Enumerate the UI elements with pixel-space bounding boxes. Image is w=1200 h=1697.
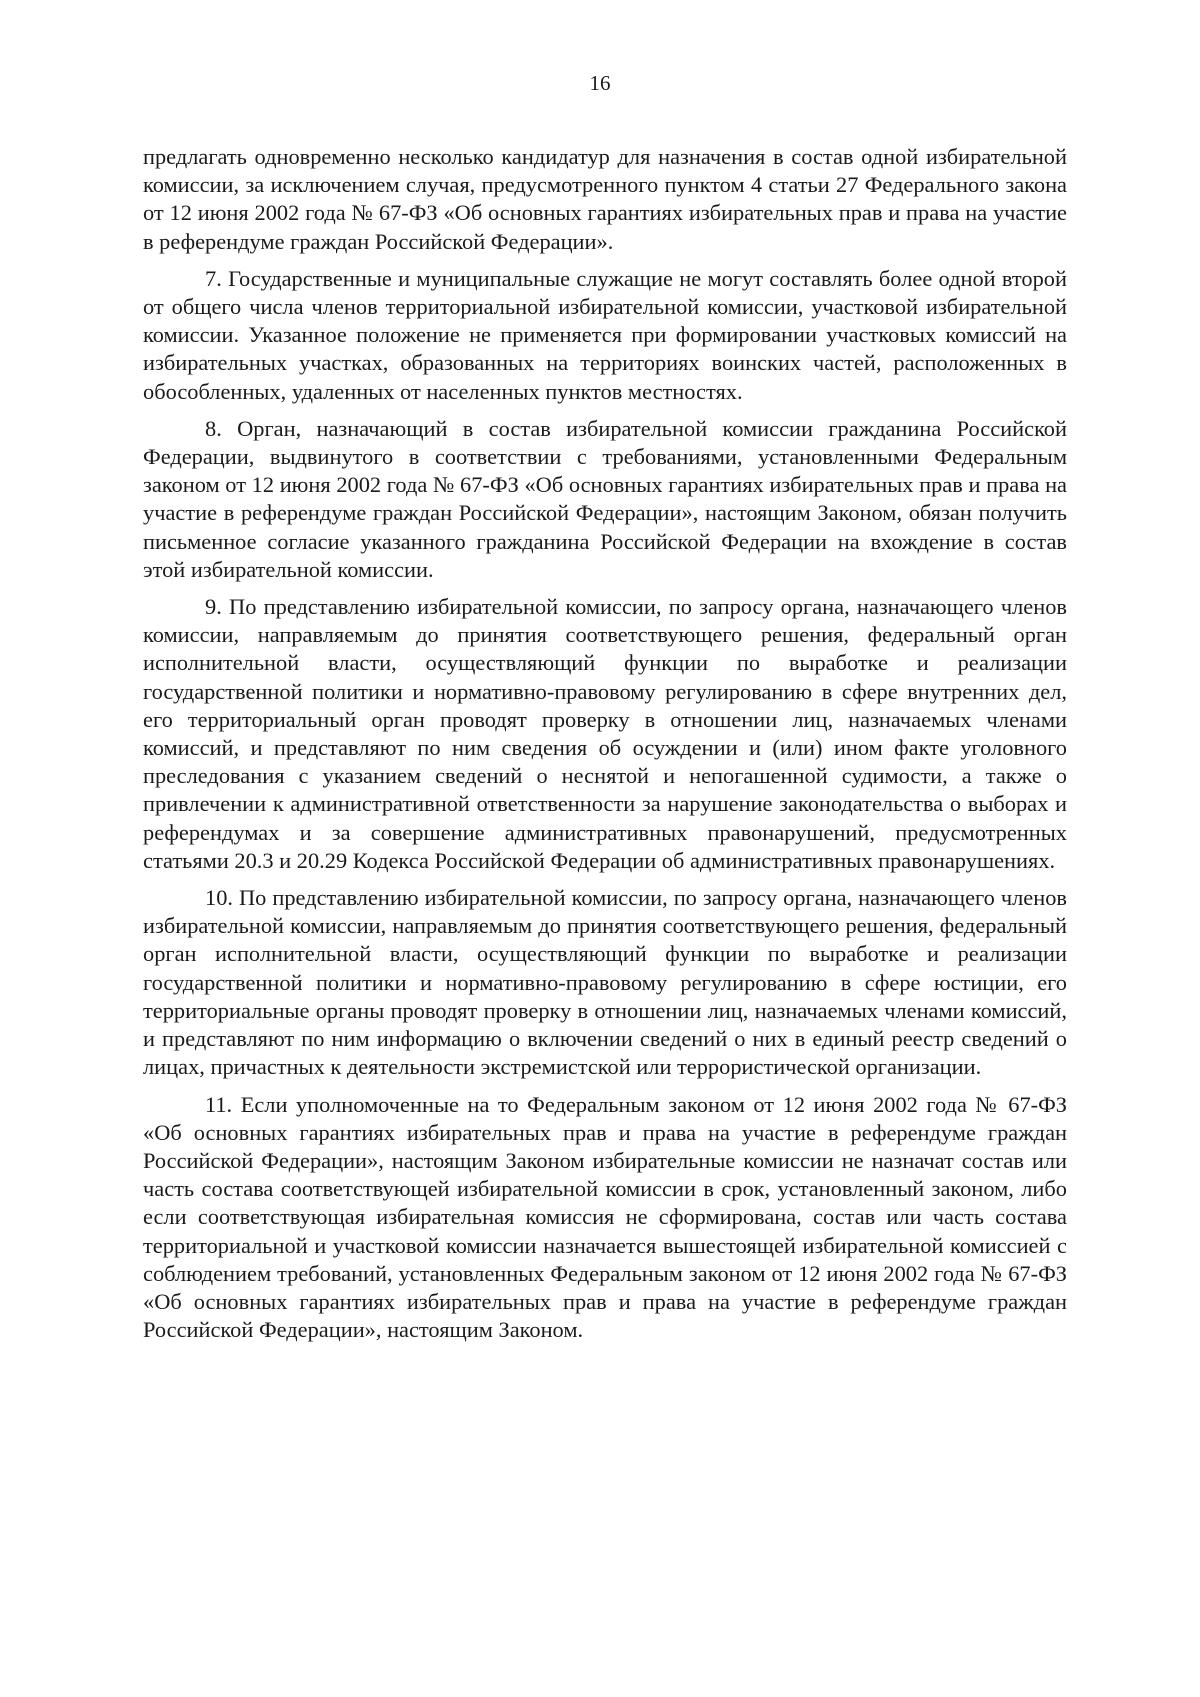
- paragraph-item-7: 7. Государственные и муниципальные служащие не могут составлять более одной второй от общего числа членов территориальной избирательной комиссии, участковой избирательной комиссии. Указанное положение не применяется при формировании участковых комиссий на избирательных участках, образованных на территориях воинских частей, расположенных в обособленных, удаленных от населенных пунктов местностях.: [143, 265, 1067, 404]
- page-number: 16: [589, 71, 611, 95]
- paragraph-item-10: 10. По представлению избирательной комиссии, по запросу органа, назначающего членов избирательной комиссии, направляемым до принятия соответствующего решения, федеральный орган исполнительной власти, осуществляющий функции по выработке и реализации государственной политики и нормативно-правовому регулированию в сфере юстиции, его территориальные органы проводят проверку в отношении лиц, назначаемых членами комиссий, и представляют по ним информацию о включении сведений о них в единый реестр сведений о лицах, причастных к деятельности экстремистской или террористической организации.: [143, 885, 1067, 1080]
- paragraph-item-8: 8. Орган, назначающий в состав избирательной комиссии гражданина Российской Федерации, выдвинутого в соответствии с требованиями, установленными Федеральным законом от 12 июня 2002 года № 67-ФЗ «Об основных гарантиях избирательных прав и права на участие в референдуме граждан Российской Федерации», настоящим Законом, обязан получить письменное согласие указанного гражданина Российской Федерации на вхождение в состав этой избирательной комиссии.: [143, 415, 1067, 582]
- paragraph-item-9: 9. По представлению избирательной комиссии, по запросу органа, назначающего членов комиссии, направляемым до принятия соответствующего решения, федеральный орган исполнительной власти, осуществляющий функции по выработке и реализации государственной политики и нормативно-правовому регулированию в сфере внутренних дел, его территориальный орган проводят проверку в отношении лиц, назначаемых членами комиссий, и представляют по ним сведения об осуждении и (или) ином факте уголовного преследования с указанием сведений о неснятой и непогашенной судимости, а также о привлечении к административной ответственности за нарушение законодательства о выборах и референдумах и за совершение административных правонарушений, предусмотренных статьями 20.3 и 20.29 Кодекса Российской Федерации об административных правонарушениях.: [143, 594, 1067, 873]
- paragraph-item-11: 11. Если уполномоченные на то Федеральным законом от 12 июня 2002 года № 67-ФЗ «Об основных гарантиях избирательных прав и права на участие в референдуме граждан Российской Федерации», настоящим Законом избирательные комиссии не назначат состав или часть состава соответствующей избирательной комиссии в срок, установленный законом, либо если соответствующая избирательная комиссия не сформирована, состав или часть состава территориальной и участковой комиссии назначается вышестоящей избирательной комиссией с соблюдением требований, установленных Федеральным законом от 12 июня 2002 года № 67-ФЗ «Об основных гарантиях избирательных прав и права на участие в референдуме граждан Российской Федерации», настоящим Законом.: [143, 1091, 1067, 1343]
- document-body: [143, 143, 1067, 1353]
- paragraph-continuation: предлагать одновременно несколько кандидатур для назначения в состав одной избирательной комиссии, за исключением случая, предусмотренного пунктом 4 статьи 27 Федерального закона от 12 июня 2002 года № 67-ФЗ «Об основных гарантиях избирательных прав и права на участие в референдуме граждан Российской Федерации».: [143, 144, 1067, 254]
